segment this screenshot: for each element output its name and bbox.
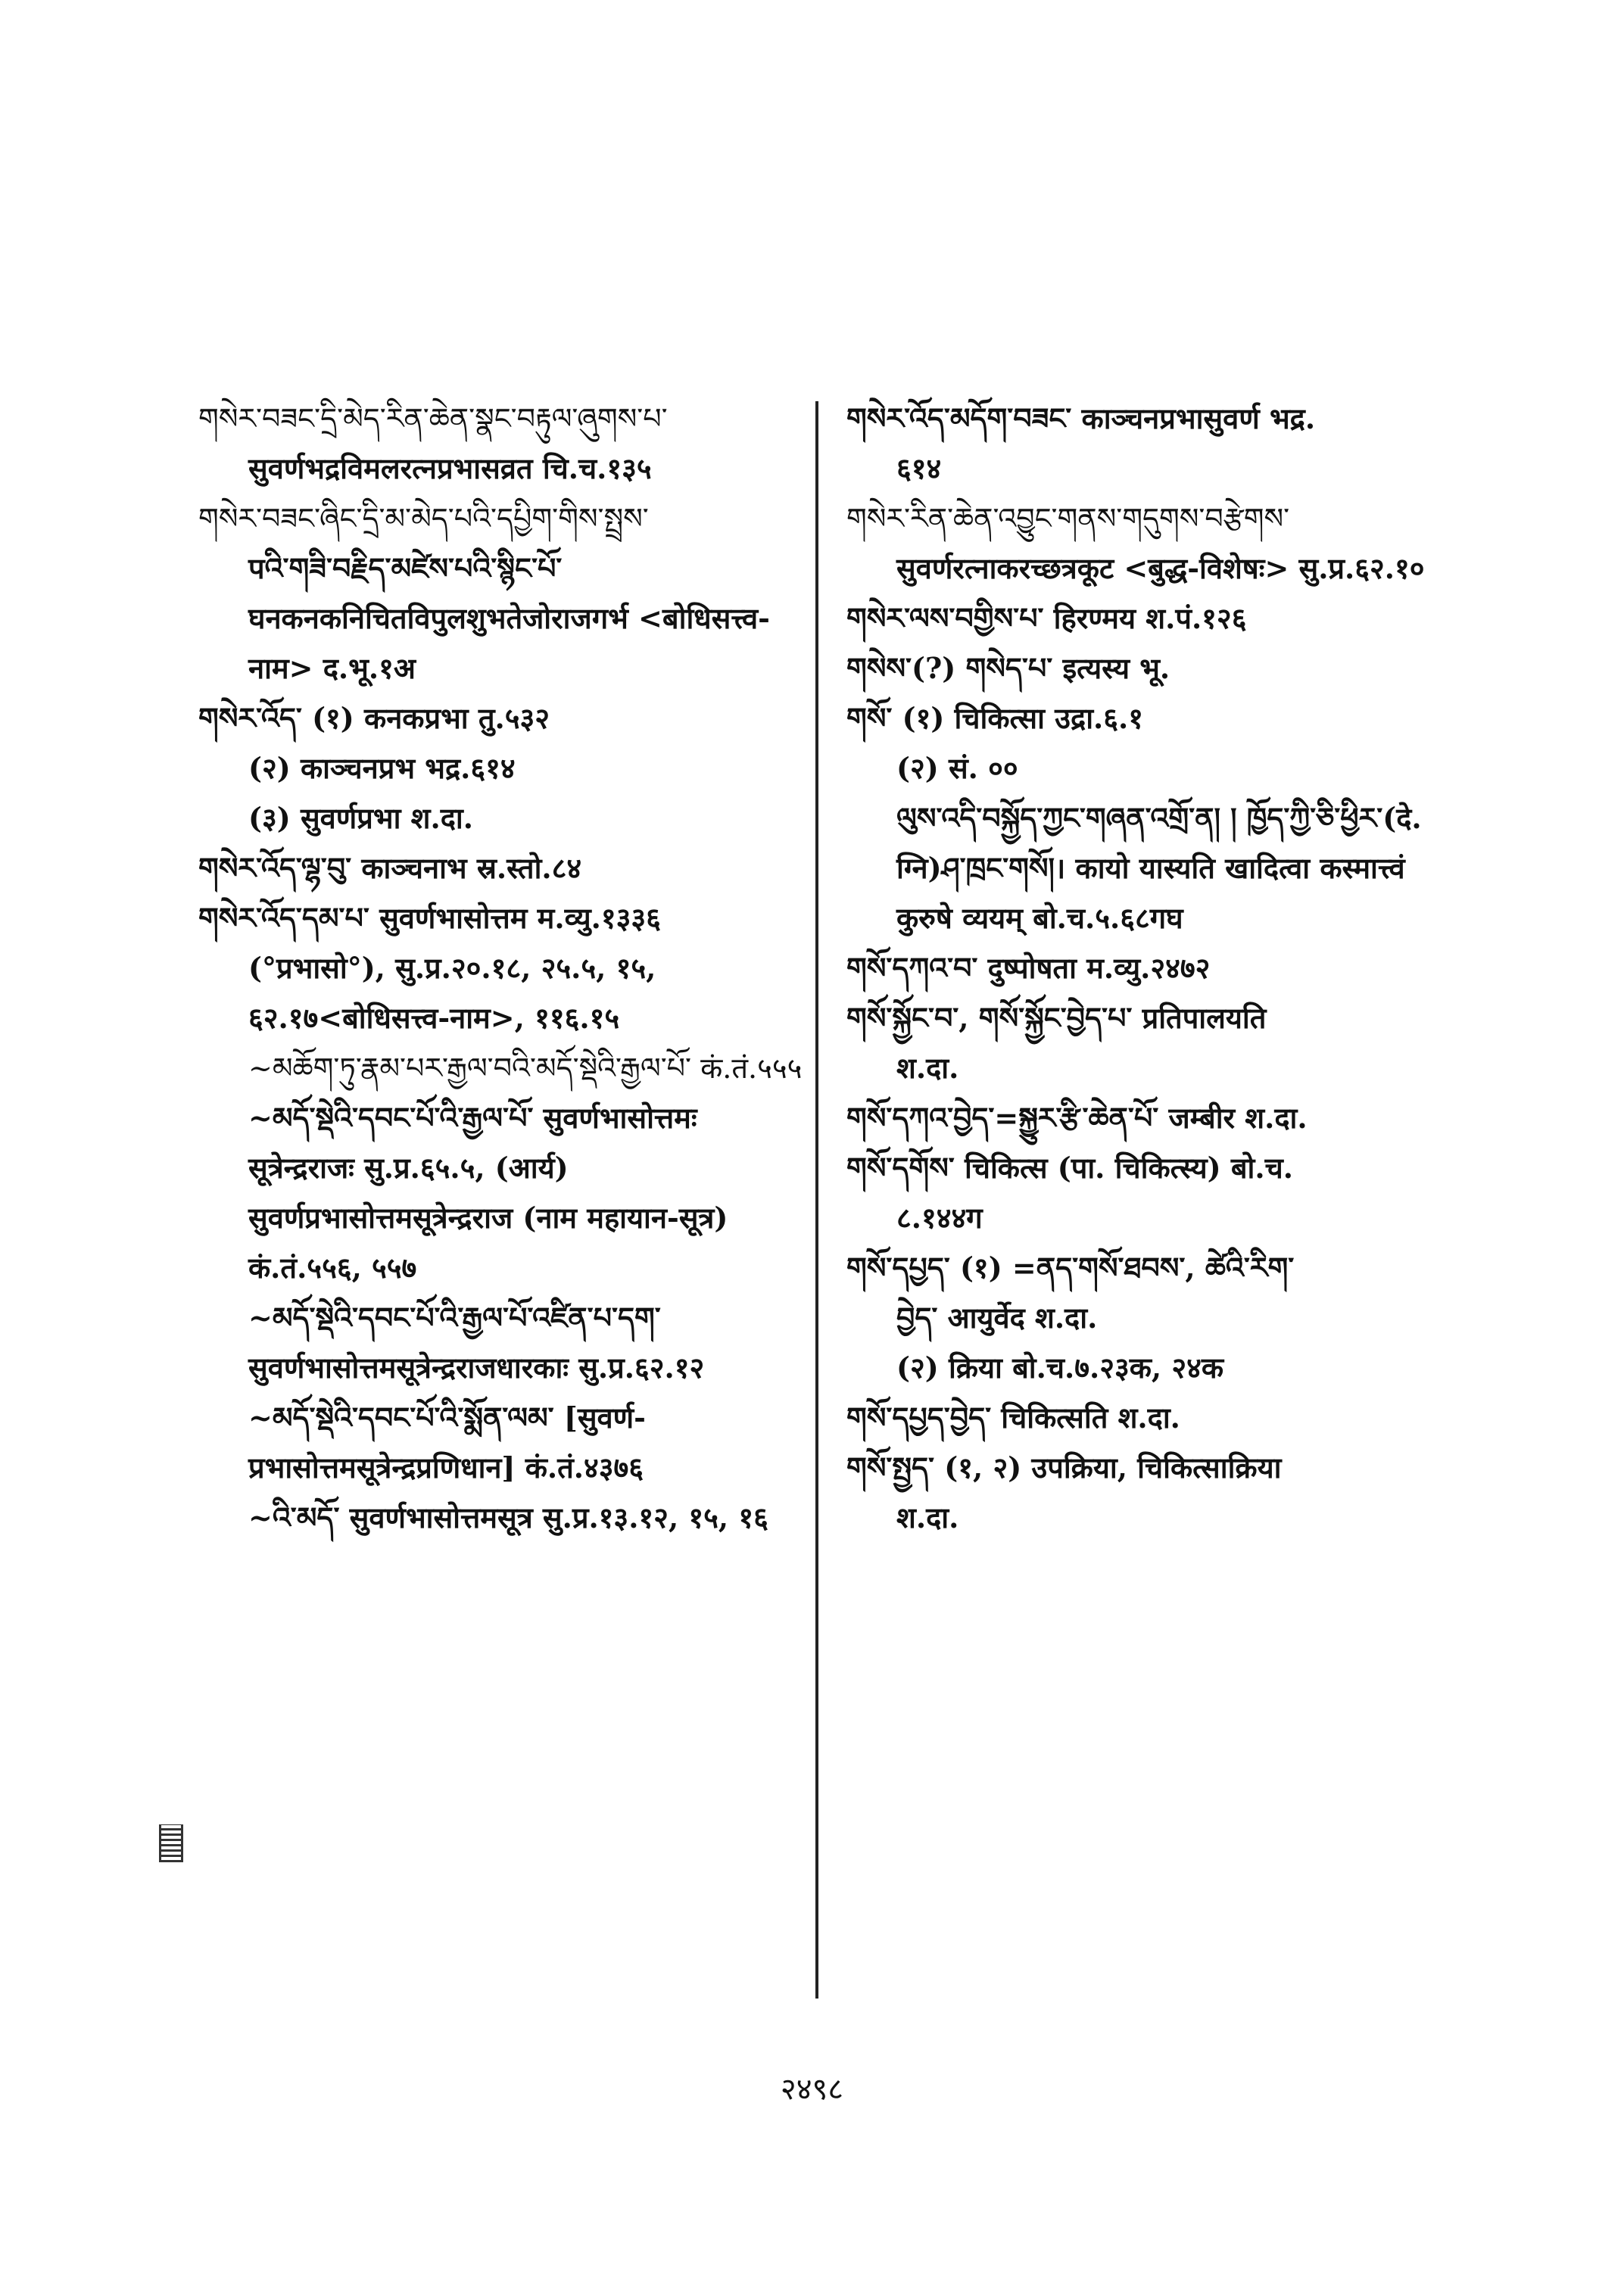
- sub-entry: ~མདོ་སྡེའི་དབང་པོ་འི་སྨོན་ལམ་ [सुवर्ण-प्रभासोत्तमसूत्रेन्द्रप्रणिधान] कं.तं.४३७६: [248, 1400, 646, 1485]
- entry: [198, 743, 804, 793]
- entry: [198, 1493, 804, 1543]
- entry: [198, 843, 804, 893]
- entry: [846, 693, 1452, 743]
- headword: གསེར་ལས་བགྱིས་པ་ हिरण्मय श.पं.१२६: [846, 601, 1247, 635]
- column-divider: [815, 401, 818, 1999]
- headword: གསོ་སྤྱད་ (१, २) उपक्रिया, चिकित्साक्रिया: [846, 1450, 1282, 1485]
- headword: གསོ་དགོས་ चिकित्स (पा. चिकित्स्य) बो.च.: [846, 1151, 1293, 1185]
- definition: सुवर्णभद्रविमलरत्नप्रभासव्रत चि.च.१३५: [248, 451, 652, 485]
- sub-entry: ~མདོ་སྡེའི་དབང་པོ་འི་རྒྱལ་པོ་འཛིན་པ་དག་ सुवर्णभासोत्तमसूत्रेन्द्रराजधारकाः सु.प्र.६२.१२: [248, 1301, 705, 1385]
- entry: [198, 693, 804, 743]
- headword: གསོ་དཀའ་བྱེད་=སྐྱུར་རྩི་ཆེན་པོ་ जम्बीर श.दा.: [846, 1101, 1308, 1135]
- entry: [846, 594, 1452, 643]
- right-column: [846, 394, 1452, 1543]
- sense: (२) क्रिया बो.च.७.२३क, २४क: [896, 1351, 1224, 1385]
- entry: [846, 943, 1452, 993]
- headword: གསེར་འོད་དམ་པ་ सुवर्णभासोत्तम म.व्यु.१३३६: [198, 901, 661, 935]
- entry: [198, 494, 804, 693]
- headword: གསོ་དཀའ་བ་ दुष्पोषता म.व्यु.२४७२: [846, 951, 1211, 985]
- entry: [846, 1343, 1452, 1393]
- headword: གསེར་འོད་ལྷ་བུ་ काञ्चनाभ स्र.स्तो.८४: [198, 851, 582, 885]
- entry: [846, 1443, 1452, 1543]
- entry: [846, 394, 1452, 494]
- entry: [846, 743, 1452, 793]
- definition: श.दा.: [896, 1500, 959, 1534]
- headword: གསོ་སྐྱོང་བ་, གསོ་སྐྱོང་བྱེད་པ་ प्रतिपालयति: [846, 1001, 1267, 1035]
- entry: [846, 1243, 1452, 1343]
- entry: [846, 643, 1452, 693]
- entry: [198, 1393, 804, 1493]
- definition: བྱེད་ आयुर्वेद श.दा.: [896, 1301, 1098, 1335]
- sense: (३) सुवर्णप्रभा श.दा.: [248, 801, 473, 835]
- entry: [846, 1093, 1452, 1143]
- entry: [198, 893, 804, 1043]
- definition: (°प्रभासो°), सु.प्र.२०.१८, २५.५, १५, ६२.१७<बोधिसत्त्व-नाम>, ११६.१५: [248, 951, 656, 1035]
- definition: पའི་གཟི་བརྗིད་མཛེས་པའི་སྙིང་པོ་ घनकनकनिचितविपुलशुभतेजोराजगर्भ <बोधिसत्त्व-नाम> द.भू.१अ: [248, 551, 770, 685]
- headword: གསེར་འོད་ (१) कनकप्रभा तु.५३२: [198, 701, 550, 735]
- headword: གསེར་རིན་ཆེན་འབྱུང་གནས་གདུགས་བརྩེགས་: [846, 502, 1290, 535]
- entry: [198, 1043, 804, 1093]
- entry: [198, 1093, 804, 1293]
- definition: सुवर्णरत्नाकरच्छत्रकूट <बुद्ध-विशेषः> सु.प्र.६२.१०: [896, 551, 1425, 585]
- entry: [198, 793, 804, 843]
- margin-mark: [159, 1824, 183, 1862]
- definition: श.दा.: [896, 1051, 959, 1085]
- headword: གསོ་དཔྱད་བྱེད་ चिकित्सति श.दा.: [846, 1400, 1180, 1435]
- headword: གསེར་བཟང་ཞིང་དྲི་མ་མེད་པའི་དཔྱིག་གིས་སྤྲས་: [198, 502, 649, 535]
- headword: གསོ་དཔྱད་ (१) =ནད་གསོ་ཐབས་, ཚེའི་རིག་: [846, 1251, 1295, 1285]
- headword: གསེར་འོད་མདོག་བཟང་ काञ्चनप्रभासुवर्ण भद्र.: [846, 401, 1316, 435]
- sub-entry: ~མདོ་སྡེའི་དབང་པོ་འི་རྒྱལ་པོ་ सुवर्णभासोत्तमः सूत्रेन्द्रराजः सु.प्र.६५.५, (आर्य) सुवर्णप्रभासोत्तमसूत्रेन्द्रराज (नाम महायान-सूत्र) कं.तं.५५६, ५५७: [248, 1101, 728, 1285]
- page-number: २४९८: [780, 2072, 844, 2107]
- definition: ६१४: [896, 451, 942, 485]
- entry: [846, 993, 1452, 1093]
- sub-entry: ~མཆོག་ཏུ་རྣམ་པར་རྒྱལ་བའི་མདོ་སྡེའི་རྒྱལ་པོ་ कं.तं.५५५: [248, 1051, 803, 1085]
- entry: [846, 1393, 1452, 1443]
- definition: ८.१४४ग: [896, 1201, 983, 1235]
- sense: (२) सं. ००: [896, 751, 1018, 785]
- headword: གསེས་(?) གསེད་པ་ इत्यस्य भू.: [846, 651, 1170, 685]
- entry: [198, 394, 804, 494]
- entry: [846, 793, 1452, 943]
- sense: (२) काञ्चनप्रभ भद्र.६१४: [248, 751, 516, 785]
- sub-entry: ~འི་མདོ་ सुवर्णभासोत्तमसूत्र सु.प्र.१३.१२, १५, १६: [248, 1500, 768, 1534]
- headword: གསེར་བཟང་དྲི་མེད་རིན་ཆེན་སྣང་བརྟུལ་ཞུགས་པ་: [198, 402, 668, 435]
- quotation: ལུས་འདི་བསྐྱོད་ཀྱང་གཞན་འགྲོ་ན། ། ཁྱོད་ཀྱི་ཅི་ཕྱིར་(दे. ग्नि)ཤ་ཁྲང་གསོ།। कायो यास्यति खादित्वा कस्मात्त्वं कुरुषे व्ययम् बो.च.५.६८गघ: [896, 801, 1422, 935]
- entry: [198, 1293, 804, 1393]
- entry: [846, 1143, 1452, 1243]
- entry: [846, 494, 1452, 594]
- left-column: [198, 394, 804, 1543]
- headword: གསོ་ (१) चिकित्सा उद्रा.६.१: [846, 701, 1144, 735]
